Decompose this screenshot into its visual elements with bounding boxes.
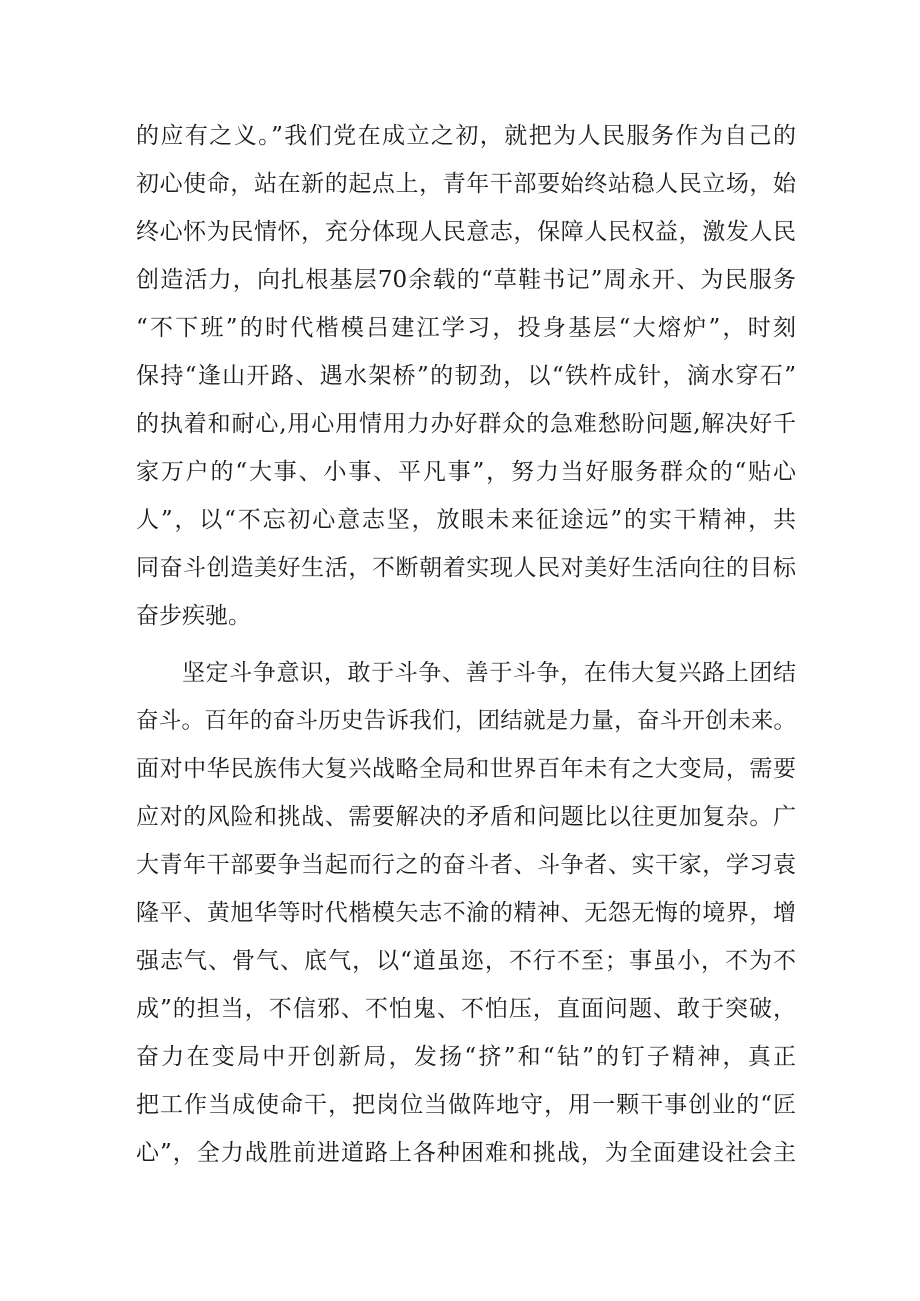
text-line: 创造活力，向扎根基层70余载的“草鞋书记”周永开、为民服务: [136, 267, 796, 293]
text-line: 的应有之义。”我们党在成立之初，就把为人民服务作为自己的: [136, 123, 796, 149]
text-line: 同奋斗创造美好生活，不断朝着实现人民对美好生活向往的目标: [136, 555, 796, 581]
text-line: 保持“逢山开路、遇水架桥”的韧劲，以“铁杵成针，滴水穿石”: [136, 363, 796, 389]
text-line: 心”，全力战胜前进道路上各种困难和挑战，为全面建设社会主: [136, 1140, 796, 1166]
text-line: 成”的担当，不信邪、不怕鬼、不怕压，直面问题、敢于突破，: [136, 996, 796, 1022]
text-line: 人”，以“不忘初心意志坚，放眼未来征途远”的实干精神，共: [136, 507, 796, 533]
text-line: 初心使命，站在新的起点上，青年干部要始终站稳人民立场，始: [136, 171, 796, 197]
text-line: 奋斗。百年的奋斗历史告诉我们，团结就是力量，奋斗开创未来。: [136, 708, 796, 734]
text-line: 坚定斗争意识，敢于斗争、善于斗争，在伟大复兴路上团结: [182, 660, 796, 686]
text-line: 大青年干部要争当起而行之的奋斗者、斗争者、实干家，学习袁: [136, 852, 796, 878]
text-line: 应对的风险和挑战、需要解决的矛盾和问题比以往更加复杂。广: [136, 804, 796, 830]
text-line: 隆平、黄旭华等时代楷模矢志不渝的精神、无怨无悔的境界，增: [136, 900, 796, 926]
text-line: 奋步疾驰。: [136, 603, 251, 629]
text-line: 强志气、骨气、底气，以“道虽迩，不行不至；事虽小，不为不: [136, 948, 796, 974]
text-line: 家万户的“大事、小事、平凡事”，努力当好服务群众的“贴心: [136, 459, 796, 485]
text-line: 的执着和耐心,用心用情用力办好群众的急难愁盼问题,解决好千: [136, 411, 796, 437]
text-line: 终心怀为民情怀，充分体现人民意志，保障人民权益，激发人民: [136, 219, 796, 245]
text-line: 把工作当成使命干，把岗位当做阵地守，用一颗干事创业的“匠: [136, 1092, 796, 1118]
text-line: 奋力在变局中开创新局，发扬“挤”和“钻”的钉子精神，真正: [136, 1044, 796, 1070]
text-line: “不下班”的时代楷模吕建江学习，投身基层“大熔炉”，时刻: [136, 315, 796, 341]
text-line: 面对中华民族伟大复兴战略全局和世界百年未有之大变局，需要: [136, 756, 796, 782]
